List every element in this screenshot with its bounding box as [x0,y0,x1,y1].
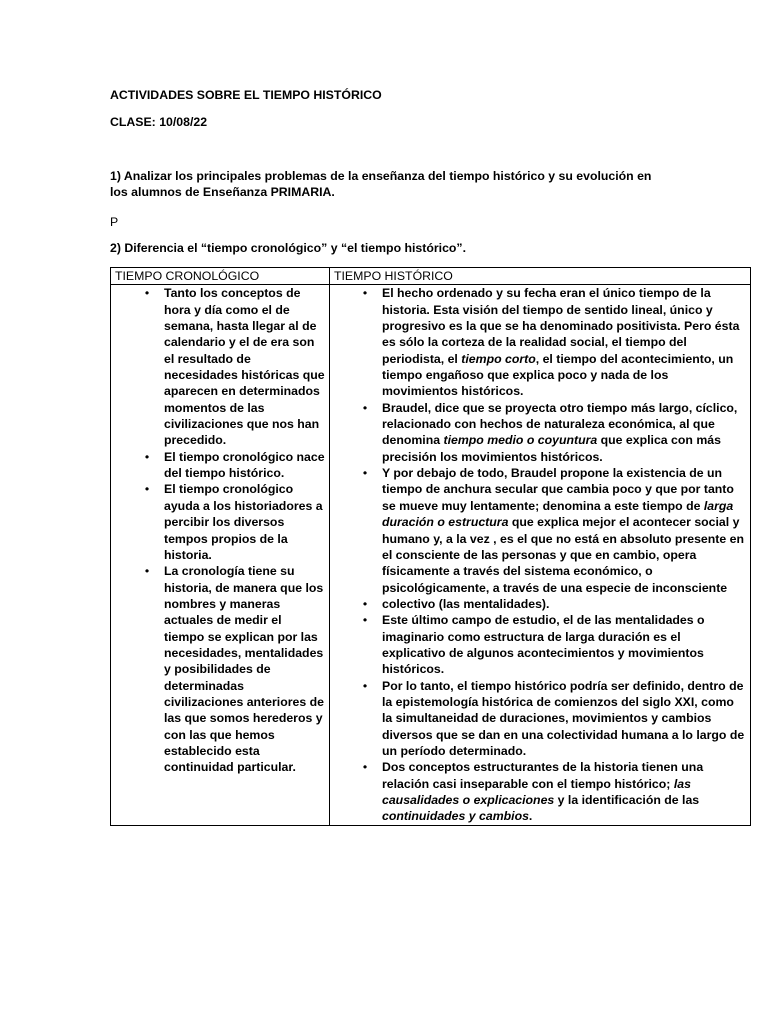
bullet-text: Braudel, dice que se proyecta otro tiempo más largo, cíclico, relacionado con hechos de naturaleza económica, al que denomina [382,400,738,448]
bullet-icon: • [362,613,368,628]
bullet-text: colectivo (las mentalidades). [382,596,550,611]
bullet-icon: • [362,286,368,301]
cronologico-bullet-item [115,481,325,563]
bullet-icon: • [362,400,368,415]
document-title: ACTIVIDADES SOBRE EL TIEMPO HISTÓRICO [110,88,382,102]
question-1: 1) Analizar los principales problemas de la enseñanza del tiempo histórico y su evolución en los alumnos de Enseñanza PRIMARIA. [110,169,652,200]
italic-term: tiempo medio o coyuntura [443,433,598,448]
question-2: 2) Diferencia el “tiempo cronológico” y “el tiempo histórico”. [110,241,466,255]
historico-cell [330,285,751,825]
bullet-text: , el tiempo del acontecimiento, un tiempo engañoso que explica poco y nada de los movimientos históricos. [382,351,734,399]
cronologico-bullet-list [115,285,325,775]
bullet-text: La cronología tiene su historia, de manera que los nombres y maneras actuales de medir el tiempo se explican por las necesidades, mentalidades y posibilidades de determinadas civilizaciones anteriores de las que somos herederos y con las que hemos establecido esta continuidad particular. [164,564,324,775]
table-body-row [111,285,751,825]
historico-bullet-item [334,400,746,465]
historico-bullet-list [334,285,746,824]
italic-term: las causalidades o explicaciones [382,776,691,807]
historico-bullet-item [334,612,746,677]
bullet-icon: • [362,678,368,693]
historico-bullet-item [334,285,746,399]
cronologico-cell [111,285,330,825]
historico-bullet-item [334,596,746,612]
table-header-row [111,268,751,285]
stray-letter: P [110,215,119,229]
bullet-text: Por lo tanto, el tiempo histórico podría ser definido, dentro de la epistemología histórica de comienzos del siglo XXI, como la simultaneidad de duraciones, movimientos y cambios diversos que se dan en una colectividad humana a lo largo de un período determinado. [382,678,745,758]
bullet-text: El tiempo cronológico ayuda a los historiadores a percibir los diversos tempos propios de la historia. [164,482,323,562]
bullet-text: Tanto los conceptos de hora y día como el de semana, hasta llegar al de calendario y el de era son el resultado de necesidades históricas que aparecen en determinados momentos de las civilizaciones que nos han precedido. [164,286,325,448]
italic-term: continuidades y cambios [382,809,529,824]
historico-bullet-item [334,678,746,760]
bullet-text: que explica con más precisión los movimientos históricos. [382,433,721,464]
cronologico-bullet-item [115,563,325,775]
historico-bullet-item [334,759,746,824]
italic-term: tiempo corto [461,351,536,366]
bullet-text: El hecho ordenado y su fecha eran el único tiempo de la historia. Esta visión del tiempo de sentido lineal, único y progresivo es la que se ha denominado positivista. Pero ésta es sólo la corteza de la realidad social, el tiempo del periodista, el [382,286,740,366]
bullet-text: Este último campo de estudio, el de las mentalidades o imaginario como estructura de larga duración es el explicativo de algunos acontecimientos y movimientos históricos. [382,613,705,677]
historico-bullet-item [334,465,746,596]
bullet-icon: • [362,596,368,611]
bullet-icon: • [362,760,368,775]
bullet-text: que explica mejor el acontecer social y humano y, a la vez , es el que no está en absoluto presente en el consciente de las personas y que en cambio, opera físicamente a través del sistema económico, o psicológicamente, a través de una especie de inconsciente [382,515,744,595]
bullet-icon: • [144,286,150,301]
cronologico-bullet-item [115,449,325,482]
bullet-icon: • [144,482,150,497]
comparison-table [110,267,751,826]
cronologico-bullet-item [115,285,325,448]
header-tiempo-historico: TIEMPO HISTÓRICO [330,268,751,285]
bullet-icon: • [144,564,150,579]
class-date: CLASE: 10/08/22 [110,115,208,129]
bullet-text: Y por debajo de todo, Braudel propone la existencia de un tiempo de anchura secular que cambia poco y que por tanto se mueve muy lentamente; denomina a este tiempo de [382,466,734,513]
bullet-icon: • [144,449,150,464]
bullet-text: . [528,809,533,824]
bullet-icon: • [362,466,368,481]
italic-term: larga duración o estructura [382,498,734,530]
bullet-text: El tiempo cronológico nace del tiempo histórico. [164,449,325,481]
bullet-text: y la identificación de las [554,793,700,807]
header-tiempo-cronologico: TIEMPO CRONOLÓGICO [111,268,330,285]
bullet-text: Dos conceptos estructurantes de la historia tienen una relación casi inseparable con el tiempo histórico; [382,760,704,791]
